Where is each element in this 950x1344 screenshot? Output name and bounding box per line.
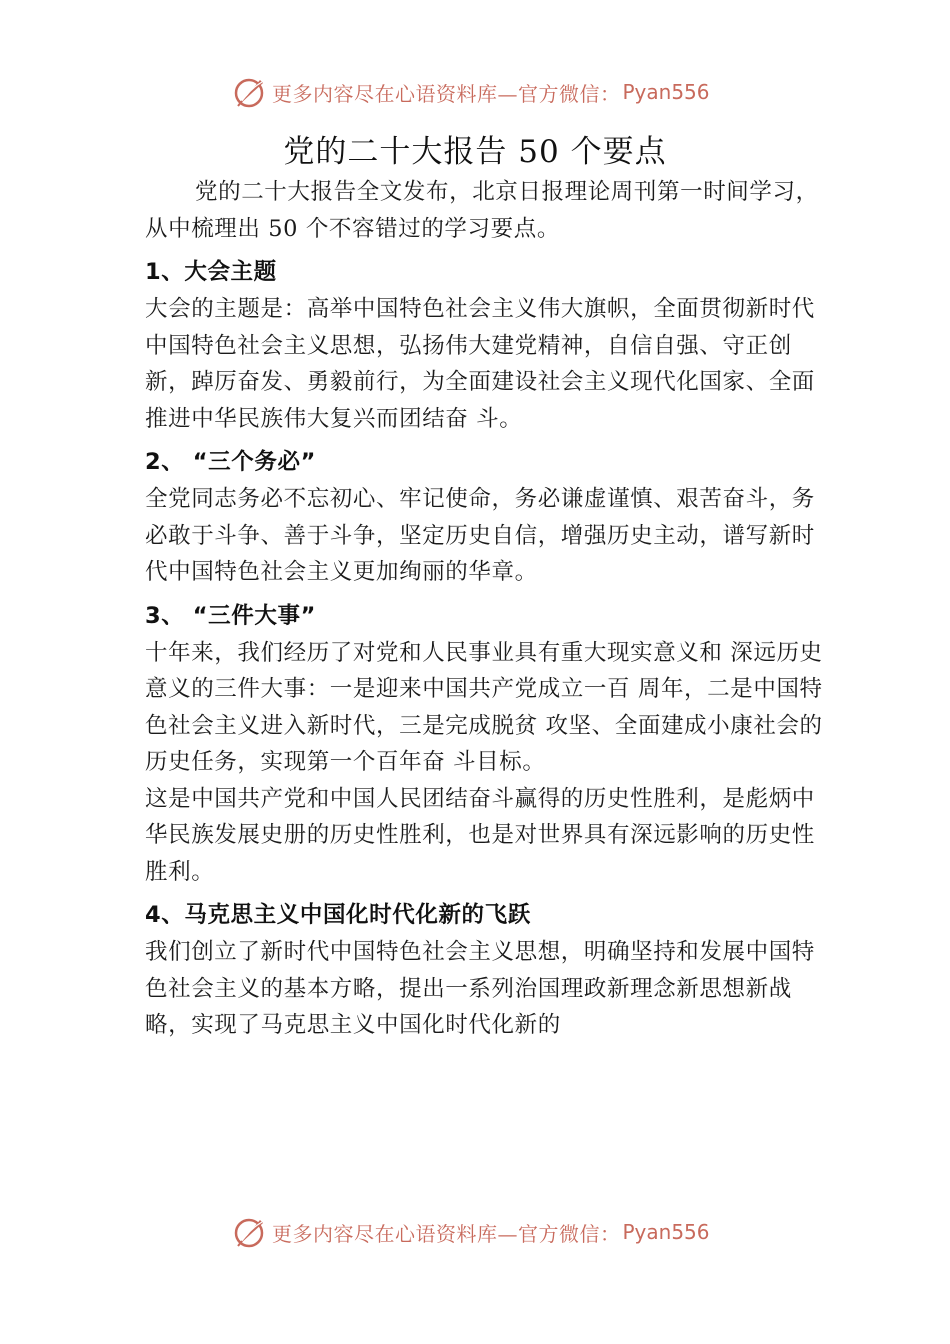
section-2 [145,443,825,591]
section-paragraph: 大会的主题是：高举中国特色社会主义伟大旗帜，全面贯彻新时代中国特色社会主义思想，弘扬伟大建党精神，自信自强、守正创新，踔厉奋发、勇毅前行，为全面建设社会主义现代化国家、全面推进中华民族伟大复兴而团结奋 斗。 [145,296,815,432]
section-heading: 4、马克思主义中国化时代化新的飞跃 [145,902,531,928]
section-paragraph: 十年来，我们经历了对党和人民事业具有重大现实意义和 深远历史意义的三件大事：一是迎来中国共产党成立一百 周年，二是中国特色社会主义进入新时代，三是完成脱贫 攻坚、全面建成小康社会的历史任务，实现第一个百年奋 斗目标。 [145,639,823,775]
section-paragraph: 全党同志务必不忘初心、牢记使命，务必谦虚谨慎、艰苦奋斗，务必敢于斗争、善于斗争，坚定历史自信，增强历史主动，谱写新时代中国特色社会主义更加绚丽的华章。 [145,486,815,585]
header-watermark [232,72,710,112]
document-title: 党的二十大报告 50 个要点 [283,134,667,170]
watermark-id: Pyan556 [622,80,710,104]
section-paragraph: 这是中国共产党和中国人民团结奋斗赢得的历史性胜利，是彪炳中华民族发展史册的历史性胜利，也是对世界具有深远影响的历史性胜利。 [145,785,815,885]
section-4 [145,896,825,1044]
section-heading: 2、 “三个务必” [145,449,316,475]
section-heading: 1、大会主题 [145,259,277,285]
watermark-text: 更多内容尽在心语资料库—官方微信： [272,1221,621,1246]
footer-watermark [232,1212,710,1252]
section-3 [145,597,825,891]
intro-paragraph: 党的二十大报告全文发布，北京日报理论周刊第一时间学习，从中梳理出 50 个不容错过的学习要点。 [145,179,819,242]
section-paragraph: 我们创立了新时代中国特色社会主义思想，明确坚持和发展中国特色社会主义的基本方略，提出一系列治国理政新理念新思想新战略，实现了马克思主义中国化时代化新的 [145,939,815,1038]
quill-logo-icon [232,74,268,110]
watermark-id: Pyan556 [622,1220,710,1244]
section-1 [145,253,825,437]
quill-logo-icon [232,1214,268,1250]
document-body [145,174,825,1044]
section-heading: 3、 “三件大事” [145,602,316,629]
watermark-text: 更多内容尽在心语资料库—官方微信： [272,81,621,106]
